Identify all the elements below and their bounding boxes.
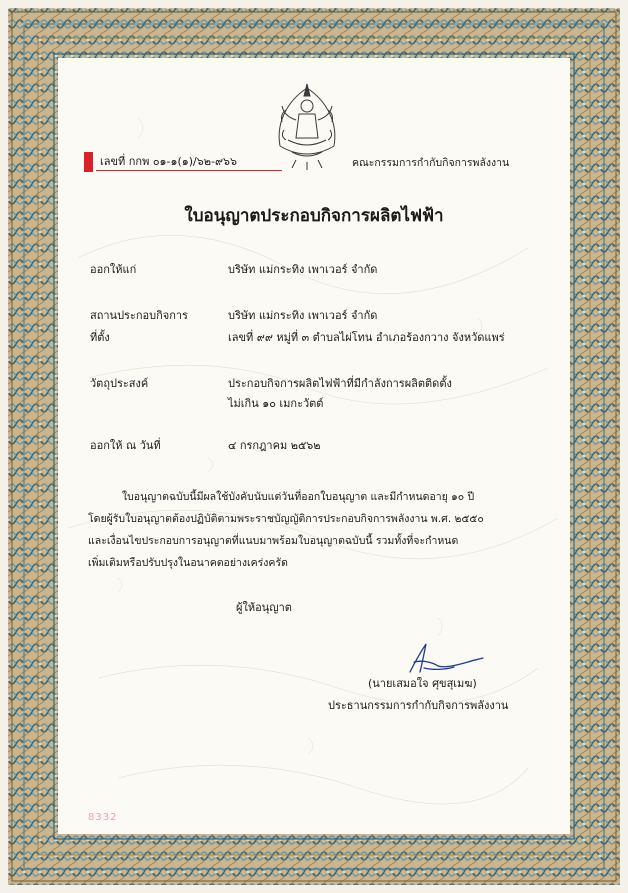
terms-line-1: ใบอนุญาตฉบับนี้มีผลใช้บังคับนับแต่วันที่ออกใบอนุญาต และมีกำหนดอายุ ๑๐ ปี [122,491,475,503]
terms-line-4: เพิ่มเติมหรือปรับปรุงในอนาคตอย่างเคร่งครัด [88,557,288,569]
facility-label: สถานประกอบกิจการ [90,309,188,322]
location-label: ที่ตั้ง [90,331,110,344]
document-title: ใบอนุญาตประกอบกิจการผลิตไฟฟ้า [184,206,444,226]
purpose-label: วัตถุประสงค์ [90,377,149,390]
license-number-marker [84,152,93,172]
location-value: เลขที่ ๙๙ หมู่ที่ ๓ ตำบลไผ่โทน อำเภอร้องกวาง จังหวัดแพร่ [228,331,505,344]
handwritten-signature-icon [398,640,484,676]
authorizer-label: ผู้ให้อนุญาต [236,601,292,614]
serial-stamp: 8332 [88,812,118,823]
issue-date-value: ๔ กรกฎาคม ๒๕๖๒ [228,439,321,452]
facility-value: บริษัท แม่กระทิง เพาเวอร์ จำกัด [228,309,378,322]
issue-date-label: ออกให้ ณ วันที่ [90,439,161,452]
issuer-header: คณะกรรมการกำกับกิจการพลังงาน [352,157,510,169]
thai-deity-emblem-icon [266,80,348,172]
issued-to-label: ออกให้แก่ [90,263,137,276]
license-number-underline [96,170,282,171]
terms-line-2: โดยผู้รับใบอนุญาตต้องปฏิบัติตามพระราชบัญญัติการประกอบกิจการพลังงาน พ.ศ. ๒๕๕๐ [88,513,484,525]
signer-name: (นายเสมอใจ ศุขสุเมฆ) [368,677,477,690]
purpose-line-1: ประกอบกิจการผลิตไฟฟ้าที่มีกำลังการผลิตติดตั้ง [228,377,452,390]
purpose-line-2: ไม่เกิน ๑๐ เมกะวัตต์ [228,397,324,410]
issued-to-value: บริษัท แม่กระทิง เพาเวอร์ จำกัด [228,263,378,276]
signer-title: ประธานกรรมการกำกับกิจการพลังงาน [328,699,509,712]
license-terms-paragraph [88,486,558,574]
license-number: เลขที่ กกพ ๐๑-๑(๑)/๖๒-๙๖๖ [100,155,237,168]
certificate-paper [58,58,570,834]
terms-line-3: และเงื่อนไขประกอบการอนุญาตที่แนบมาพร้อมใบอนุญาตฉบับนี้ รวมทั้งที่จะกำหนด [88,535,459,547]
